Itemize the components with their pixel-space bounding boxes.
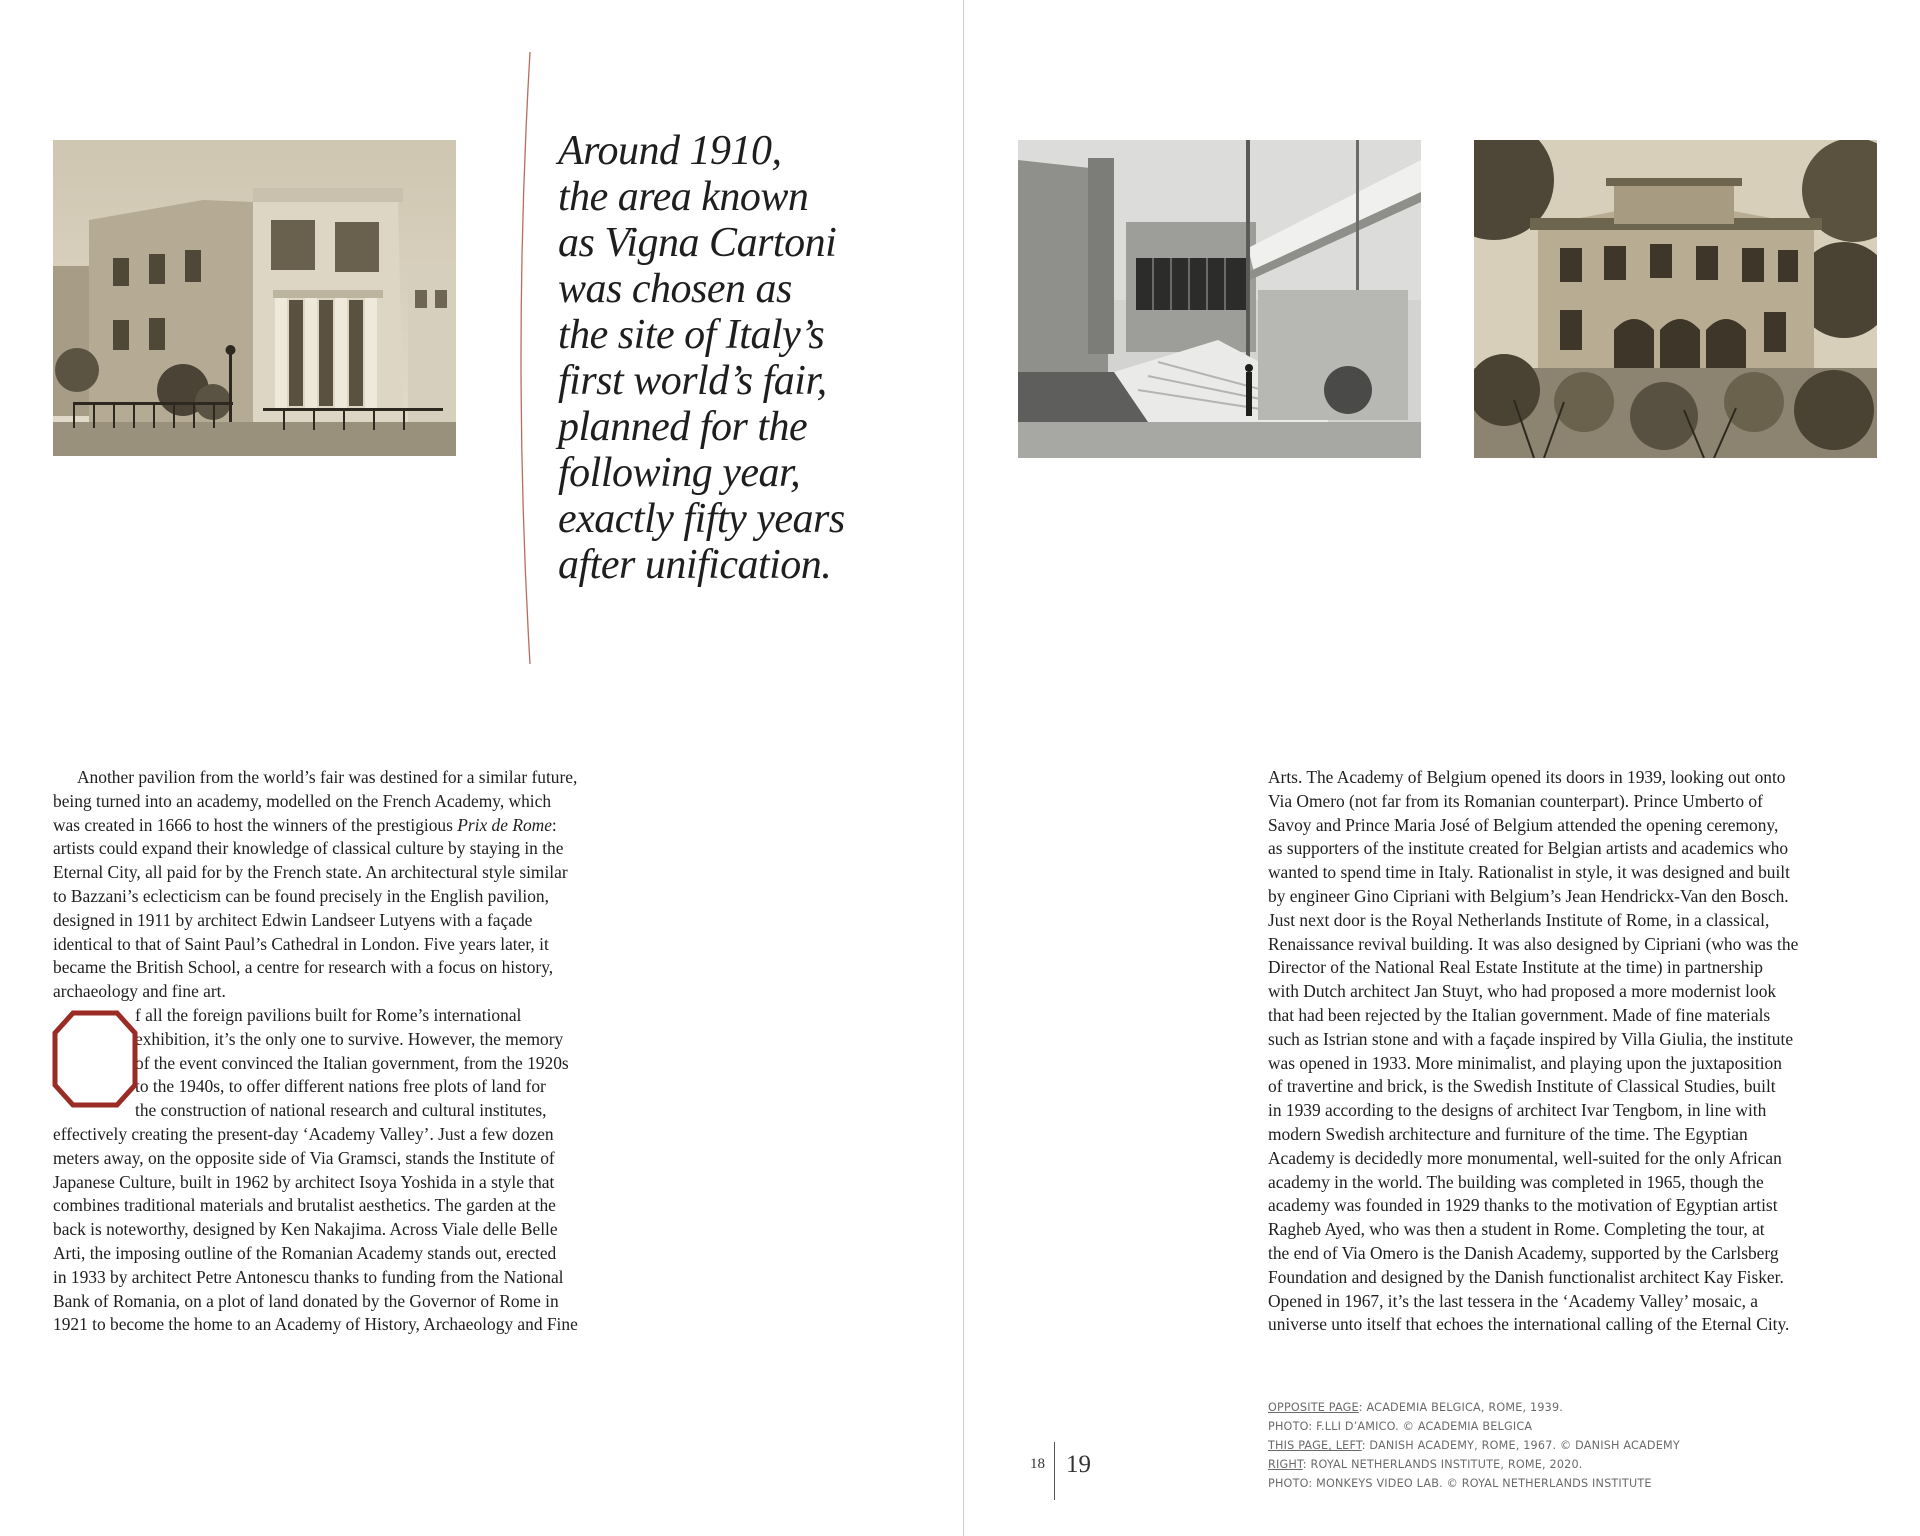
caption-label: OPPOSITE PAGE [1268,1401,1359,1414]
caption-line [1268,1398,1828,1417]
text-line: in 1933 by architect Petre Antonescu thanks to funding from the National [53,1266,564,1287]
text-line: Just next door is the Royal Netherlands Institute of Rome, in a classical, [1268,909,1770,930]
left-column-text [53,766,663,1337]
text-line: Opened in 1967, it’s the last tessera in the ‘Academy Valley’ mosaic, a [1268,1290,1759,1311]
dropcap-o [51,1009,139,1109]
text-line: of travertine and brick, is the Swedish Institute of Classical Studies, built [1268,1076,1776,1097]
text-line: designed in 1911 by architect Edwin Landseer Lutyens with a façade [53,909,533,930]
caption-text: : DANISH ACADEMY, ROME, 1967. © DANISH ACADEMY [1361,1439,1680,1452]
text-line: Via Omero (not far from its Romanian counterpart). Prince Umberto of [1268,790,1763,811]
caption-line [1268,1455,1828,1474]
caption-text: : ACADEMIA BELGICA, ROME, 1939. [1358,1401,1564,1414]
caption-line [1268,1436,1828,1455]
text-line: Another pavilion from the world’s fair was destined for a similar future, [77,767,578,787]
text-line: Director of the National Real Estate Institute at the time) in partnership [1268,957,1763,978]
text-line: combines traditional materials and brutalist aesthetics. The garden at the [53,1195,556,1216]
text-line: being turned into an academy, modelled on the French Academy, which [53,790,552,811]
text-line: back is noteworthy, designed by Ken Nakajima. Across Viale delle Belle [53,1219,558,1240]
pull-quote [558,128,888,588]
text-line: effectively creating the present-day ‘Academy Valley’. Just a few dozen [53,1123,554,1144]
quote-line: planned for the [558,404,808,450]
text-run: was created in 1666 to host the winners of the prestigious [53,814,453,835]
text-line: became the British School, a centre for research with a focus on history, [53,957,554,978]
text-line: archaeology and fine art. [53,981,226,1002]
text-line: the construction of national research and cultural institutes, [135,1100,547,1121]
quote-line: Around 1910, [558,128,782,174]
caption-line: PHOTO: F.LLI D’AMICO. © ACADEMIA BELGICA [1268,1420,1533,1433]
quote-line: following year, [558,450,801,496]
quote-line: as Vigna Cartoni [558,220,837,266]
text-line: academy in the world. The building was completed in 1965, though the [1268,1171,1764,1192]
text-line: universe unto itself that echoes the international calling of the Eternal City. [1268,1314,1790,1335]
text-line: such as Istrian stone and with a façade inspired by Villa Giulia, the institute [1268,1028,1794,1049]
text-line: the end of Via Omero is the Danish Academy, supported by the Carlsberg [1268,1242,1779,1263]
caption-line: PHOTO: MONKEYS VIDEO LAB. © ROYAL NETHERLANDS INSTITUTE [1268,1477,1652,1490]
text-line: Eternal City, all paid for by the French state. An architectural style similar [53,862,568,883]
text-line: f all the foreign pavilions built for Rome’s international [135,1004,522,1025]
text-line: in 1939 according to the designs of architect Ivar Tengbom, in line with [1268,1100,1767,1121]
text-line: exhibition, it’s the only one to survive. However, the memory [135,1028,564,1049]
text-line: identical to that of Saint Paul’s Cathedral in London. Five years later, it [53,933,549,954]
photo-captions [1268,1398,1828,1493]
photo-accademia-belgica [53,140,456,456]
text-line: with Dutch architect Jan Stuyt, who had proposed a more modernist look [1268,981,1777,1002]
text-line: of the event convinced the Italian government, from the 1920s [135,1052,569,1073]
photo-royal-netherlands-institute [1474,140,1877,458]
page-gutter [963,0,964,1536]
text-line: 1921 to become the home to an Academy of History, Archaeology and Fine [53,1314,578,1335]
text-line: Foundation and designed by the Danish functionalist architect Kay Fisker. [1268,1266,1784,1287]
text-run: : [551,814,557,835]
text-line: wanted to spend time in Italy. Rationalist in style, it was designed and built [1268,862,1790,883]
right-column-text [1268,766,1878,1337]
text-line: Ragheb Ayed, who was then a student in Rome. Completing the tour, at [1268,1219,1765,1240]
text-line: artists could expand their knowledge of classical culture by staying in the [53,838,564,859]
text-line: Renaissance revival building. It was also designed by Cipriani (who was the [1268,933,1799,954]
photo-danish-academy [1018,140,1421,458]
text-line: Arts. The Academy of Belgium opened its doors in 1939, looking out onto [1268,767,1786,787]
caption-text: : ROYAL NETHERLANDS INSTITUTE, ROME, 2020. [1302,1458,1583,1471]
text-line: Bank of Romania, on a plot of land donated by the Governor of Rome in [53,1290,559,1311]
text-line: was opened in 1933. More minimalist, and playing upon the juxtaposition [1268,1052,1782,1073]
text-line: by engineer Gino Cipriani with Belgium’s Jean Hendrickx-Van den Bosch. [1268,885,1789,906]
text-line: modern Swedish architecture and furniture of the time. The Egyptian [1268,1123,1748,1144]
page-number-left: 18 [1030,1456,1045,1472]
text-line: Arti, the imposing outline of the Romanian Academy stands out, erected [53,1242,557,1263]
quote-line: the site of Italy’s [558,312,825,358]
quote-line: after unification. [558,542,832,588]
text-line: to the 1940s, to offer different nations free plots of land for [135,1076,546,1097]
text-line: academy was founded in 1929 thanks to the motivation of Egyptian artist [1268,1195,1778,1216]
text-line: as supporters of the institute created for Belgian artists and academics who [1268,838,1789,859]
italic-title: Prix de Rome [457,814,552,835]
text-line [53,814,663,838]
caption-label: THIS PAGE, LEFT [1268,1439,1362,1452]
page-number-right: 19 [1066,1451,1091,1478]
quote-line: exactly fifty years [558,496,845,542]
text-line: Academy is decidedly more monumental, well-suited for the only African [1268,1147,1782,1168]
quote-rule [518,52,538,664]
folio-divider [1054,1442,1055,1500]
text-line: meters away, on the opposite side of Via Gramsci, stands the Institute of [53,1147,555,1168]
text-line: Japanese Culture, built in 1962 by architect Isoya Yoshida in a style that [53,1171,555,1192]
text-line: that had been rejected by the Italian government. Made of fine materials [1268,1004,1771,1025]
caption-label: RIGHT [1268,1458,1303,1471]
quote-line: was chosen as [558,266,792,312]
text-line: to Bazzani’s eclecticism can be found precisely in the English pavilion, [53,885,549,906]
quote-line: the area known [558,174,809,220]
quote-line: first world’s fair, [558,358,827,404]
text-line: Savoy and Prince Maria José of Belgium attended the opening ceremony, [1268,814,1779,835]
